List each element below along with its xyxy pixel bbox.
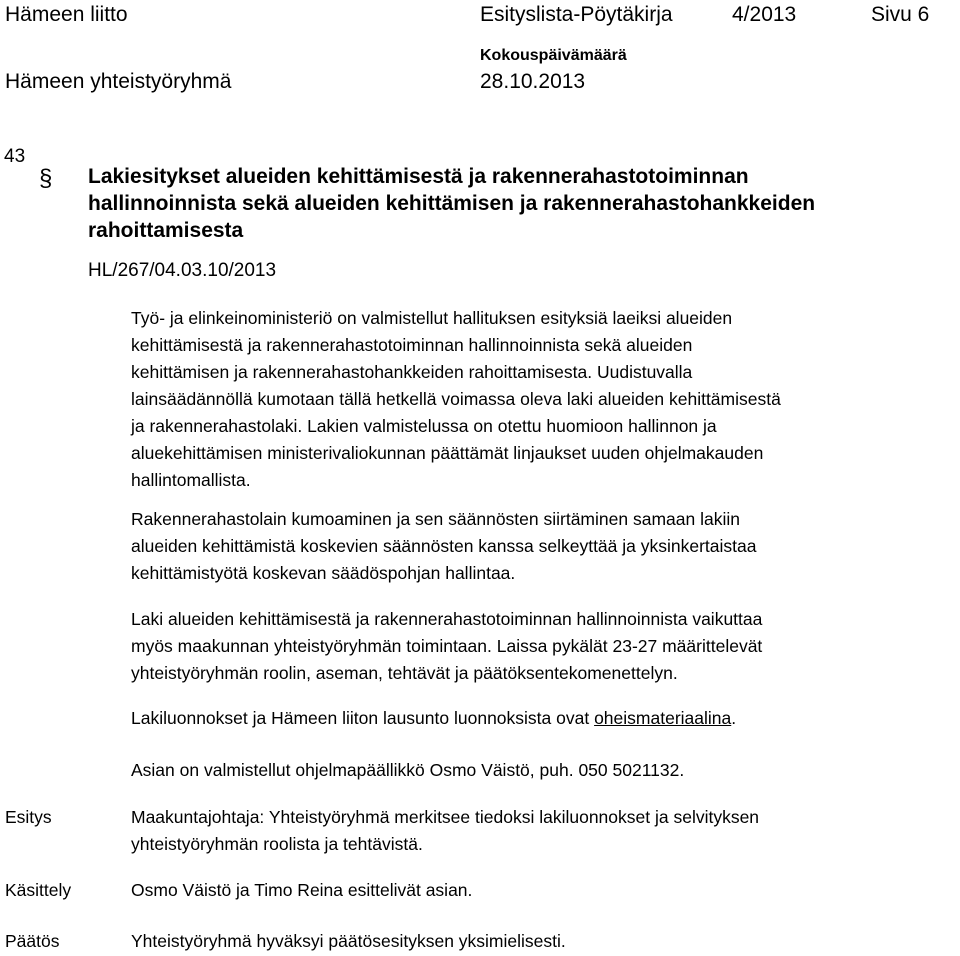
- section-title-line: Lakiesitykset alueiden kehittämisestä ja rakennerahastotoiminnan: [88, 165, 749, 188]
- handling-text: [131, 877, 931, 904]
- text-line: kehittämisestä ja rakennerahastotoiminnan hallinnoinnista sekä alueiden: [131, 335, 693, 355]
- section-title-line: rahoittamisesta: [88, 219, 244, 242]
- text-line: ja rakennerahastolaki. Lakien valmistelussa on otettu huomioon hallinnon ja: [131, 416, 717, 436]
- header-meeting-date-label: Kokouspäivämäärä: [480, 47, 627, 64]
- decision-label: Päätös: [5, 931, 60, 951]
- attachments-link[interactable]: oheismateriaalina: [594, 708, 732, 728]
- section-title: [88, 163, 908, 244]
- handling-label: Käsittely: [5, 880, 72, 900]
- text-line: Osmo Väistö ja Timo Reina esittelivät asian.: [131, 880, 473, 900]
- text-line: yhteistyöryhmän roolista ja tehtävistä.: [131, 834, 423, 854]
- text-line: lainsäädännöllä kumotaan tällä hetkellä voimassa oleva laki alueiden kehittämisestä: [131, 389, 781, 409]
- text-line: kehittämisen ja rakennerahastohankkeiden rahoittamisesta. Uudistuvalla: [131, 362, 693, 382]
- header-doc-type: Esityslista-Pöytäkirja: [480, 3, 673, 26]
- paragraph-preparer: [131, 757, 931, 784]
- text-line: Maakuntajohtaja: Yhteistyöryhmä merkitsee tiedoksi lakiluonnokset ja selvityksen: [131, 807, 760, 827]
- section-title-line: hallinnoinnista sekä alueiden kehittämisen ja rakennerahastohankkeiden: [88, 192, 816, 215]
- text-line: Laki alueiden kehittämisestä ja rakennerahastotoiminnan hallinnoinnista vaikuttaa: [131, 609, 763, 629]
- section-number: 43: [4, 146, 26, 167]
- text-line: Rakennerahastolain kumoaminen ja sen säännösten siirtäminen samaan lakiin: [131, 509, 740, 529]
- text-line: kehittämistyötä koskevan säädöspohjan hallintaa.: [131, 563, 516, 583]
- text-line: myös maakunnan yhteistyöryhmän toimintaan. Laissa pykälät 23-27 määrittelevät: [131, 636, 763, 656]
- text-line: Asian on valmistellut ohjelmapäällikkö Osmo Väistö, puh. 050 5021132.: [131, 760, 685, 780]
- header-org: Hämeen liitto: [5, 3, 128, 26]
- proposal-label: Esitys: [5, 807, 52, 827]
- proposal-text: [131, 804, 931, 858]
- text-line: aluekehittämisen ministerivaliokunnan päättämät linjaukset uuden ohjelmakauden: [131, 443, 764, 463]
- paragraph-background: [131, 305, 931, 494]
- header-group: Hämeen yhteistyöryhmä: [5, 70, 232, 93]
- section-mark: §: [39, 165, 53, 192]
- header-doc-number: 4/2013: [732, 3, 797, 26]
- attachments-text: Lakiluonnokset ja Hämeen liiton lausunto luonnoksista ovat: [131, 708, 595, 728]
- text-line: Työ- ja elinkeinoministeriö on valmistellut hallituksen esityksiä laeiksi alueiden: [131, 308, 733, 328]
- paragraph-structural-funds: [131, 506, 931, 587]
- paragraph-cooperation-group: [131, 606, 931, 687]
- section-reference: HL/267/04.03.10/2013: [88, 260, 277, 281]
- text-line: yhteistyöryhmän roolin, aseman, tehtävät ja päätöksentekomenettelyn.: [131, 663, 678, 683]
- text-line: [131, 705, 931, 732]
- header-meeting-date: 28.10.2013: [480, 70, 586, 93]
- text-line: hallintomallista.: [131, 470, 251, 490]
- attachments-end: .: [731, 708, 737, 728]
- decision-text: [131, 928, 931, 955]
- text-line: Yhteistyöryhmä hyväksyi päätösesityksen yksimielisesti.: [131, 931, 566, 951]
- paragraph-attachments: [131, 705, 931, 732]
- header-page-number: Sivu 6: [871, 3, 930, 26]
- text-line: alueiden kehittämistä koskevien säännösten kanssa selkeyttää ja yksinkertaistaa: [131, 536, 757, 556]
